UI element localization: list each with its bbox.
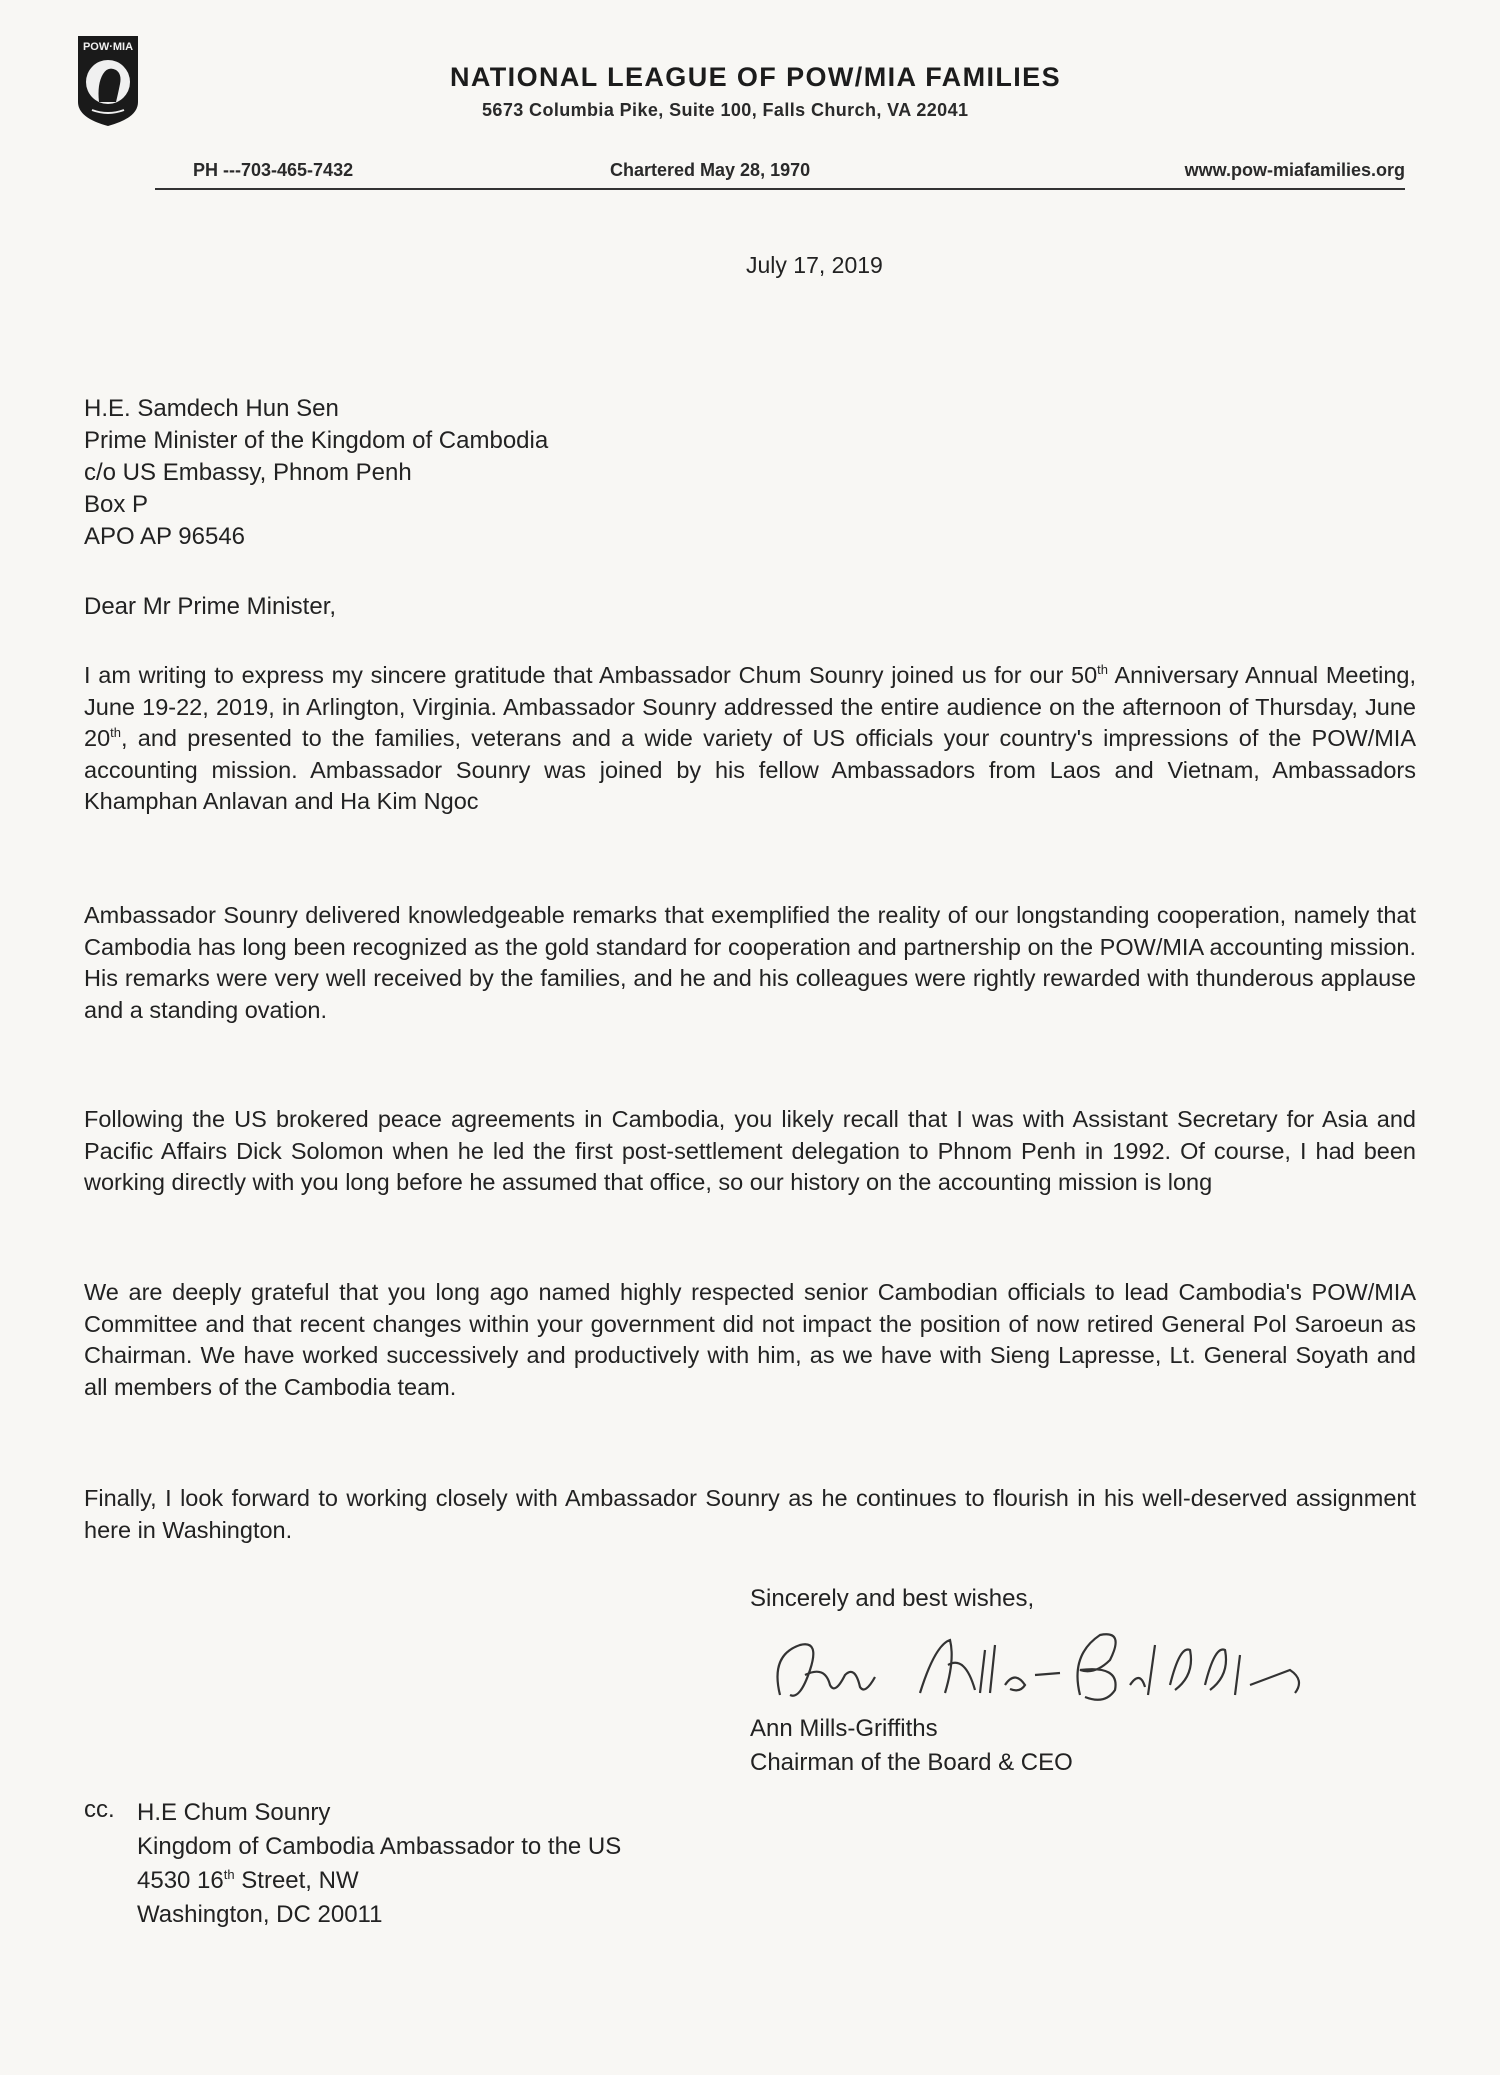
paragraph-1-part-a: I am writing to express my sincere gratitude that Ambassador Chum Sounry joined us for our 50 [84,662,1098,688]
recipient-apo: APO AP 96546 [84,523,246,550]
org-address: 5673 Columbia Pike, Suite 100, Falls Church, VA 22041 [482,100,969,120]
ordinal-superscript: th [223,1867,235,1882]
paragraph-1-part-b: Anniversary Annual Meeting, June 19-22, 2019, in Arlington, Virginia. Ambassador Sounry addressed the entire audience on the afternoon of Thursday, June 20 [84,662,1416,751]
cc-street-part-a: 4530 16 [137,1867,224,1894]
paragraph-4: We are deeply grateful that you long ago named highly respected senior Cambodian officials to lead Cambodia's POW/MIA Committee and that recent changes within your government did not impact the position of now retired General Pol Saroeun as Chairman. We have worked successively and productively with him, as we have with Sieng Lapresse, Lt. General Soyath and all members of the Cambodia team. [84,1279,1416,1400]
ordinal-superscript: th [110,725,121,741]
recipient-name: H.E. Samdech Hun Sen [84,395,339,422]
letter-date: July 17, 2019 [746,252,883,278]
paragraph-1 [84,660,1416,818]
phone-number: PH ---703-465-7432 [193,160,354,180]
cc-city: Washington, DC 20011 [137,1901,383,1928]
closing: Sincerely and best wishes, [750,1585,1035,1612]
pow-mia-flag-icon [72,32,144,128]
contact-row [155,152,1405,190]
chartered-date: Chartered May 28, 1970 [610,160,811,180]
recipient-title: Prime Minister of the Kingdom of Cambodia [84,427,549,454]
recipient-care-of: c/o US Embassy, Phnom Penh [84,459,412,486]
cc-label: cc. [84,1796,115,1823]
signer-block [750,1712,1073,1780]
org-name: NATIONAL LEAGUE OF POW/MIA FAMILIES [450,62,1061,92]
recipient-box: Box P [84,491,149,518]
paragraph-2: Ambassador Sounry delivered knowledgeable remarks that exemplified the reality of our longstanding cooperation, namely that Cambodia has long been recognized as the gold standard for cooperation and partnership on the POW/MIA accounting mission. His remarks were very well received by the families, and he and his colleagues were rightly rewarded with thunderous applause and a standing ovation. [84,902,1416,1023]
cc-street [137,1864,621,1898]
paragraph-5: Finally, I look forward to working closely with Ambassador Sounry as he continues to flourish in his well-deserved assignment here in Washington. [84,1485,1416,1543]
logo-text: POW·MIA [82,41,134,53]
signer-title: Chairman of the Board & CEO [750,1749,1073,1776]
ordinal-superscript: th [1097,662,1109,678]
website-link[interactable]: www.pow-miafamilies.org [1184,160,1405,180]
signer-name: Ann Mills-Griffiths [750,1715,938,1742]
recipient-address [84,393,548,553]
cc-block [137,1796,621,1932]
cc-name: H.E Chum Sounry [137,1799,331,1826]
cc-street-part-b: Street, NW [234,1867,359,1894]
paragraph-3: Following the US brokered peace agreements in Cambodia, you likely recall that I was with Assistant Secretary for Asia and Pacific Affairs Dick Solomon when he led the first post-settlement delegation to Phnom Penh in 1992. Of course, I had been working directly with you long before he assumed that office, so our history on the accounting mission is long [84,1106,1416,1195]
paragraph-1-part-c: , and presented to the families, veterans and a wide variety of US officials your country's impressions of the POW/MIA accounting mission. Ambassador Sounry was joined by his fellow Ambassadors from Laos and Vietnam, Ambassadors Khamphan Anlavan and Ha Kim Ngoc [84,725,1416,814]
cc-title: Kingdom of Cambodia Ambassador to the US [137,1833,622,1860]
handwritten-signature [750,1615,1330,1715]
salutation: Dear Mr Prime Minister, [84,593,337,620]
